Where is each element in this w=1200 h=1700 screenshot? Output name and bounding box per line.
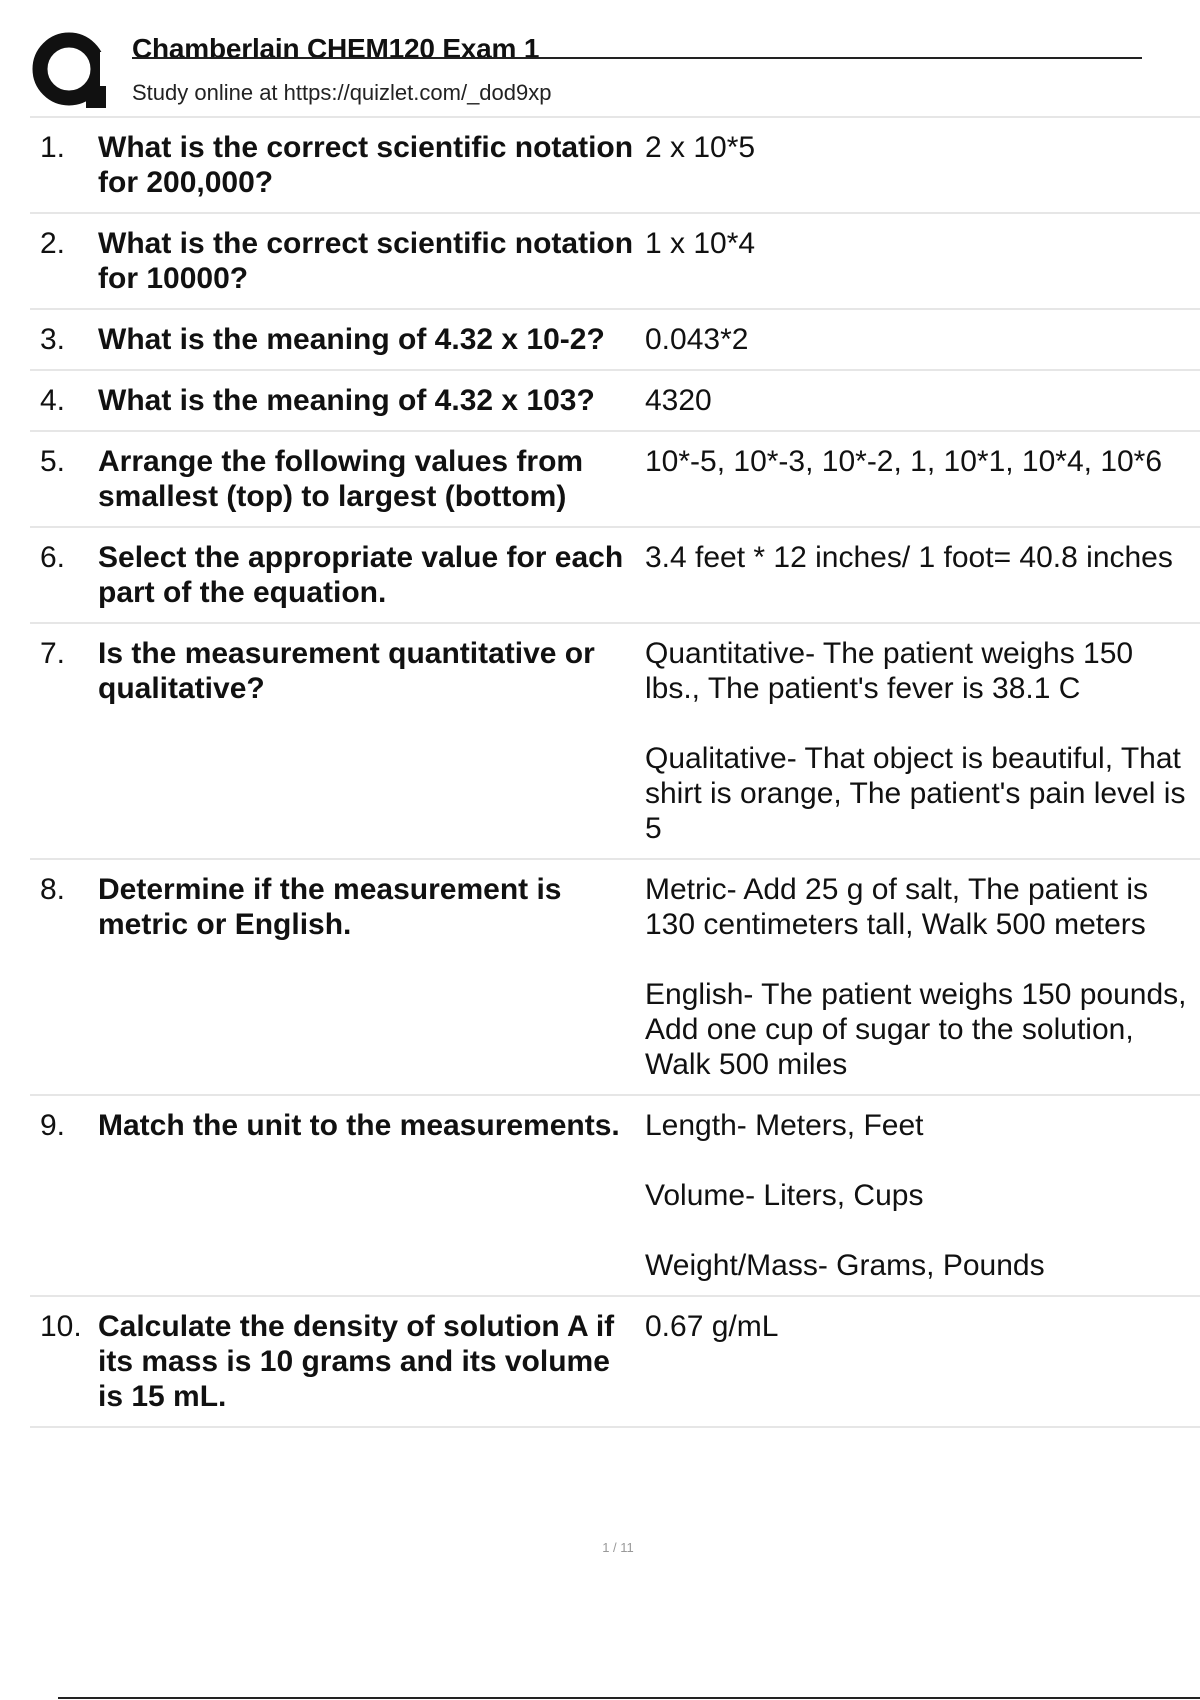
page-header [0, 0, 1200, 118]
card-term: Select the appropriate value for each part of the equation. [98, 541, 624, 609]
definition-paragraph: English- The patient weighs 150 pounds, Add one cup of sugar to the solution, Walk 500 miles [645, 978, 1187, 1081]
card-term: What is the correct scientific notation for 200,000? [98, 131, 634, 199]
definition-paragraph: Length- Meters, Feet [645, 1109, 924, 1142]
document-title: Chamberlain CHEM120 Exam 1 [132, 33, 540, 64]
flashcard-row [30, 528, 1200, 624]
flashcard-row [30, 371, 1200, 432]
card-number: 10. [40, 1310, 82, 1343]
card-term: What is the meaning of 4.32 x 10-2? [98, 323, 605, 356]
card-term: Is the measurement quantitative or qualitative? [98, 637, 595, 705]
definition-paragraph: 0.67 g/mL [645, 1310, 779, 1343]
footer-rule [58, 1697, 1200, 1699]
card-number: 8. [40, 873, 66, 906]
flashcard-row [30, 1096, 1200, 1297]
card-number: 1. [40, 131, 66, 164]
card-term: Determine if the measurement is metric or English. [98, 873, 562, 941]
card-definition [645, 1309, 1200, 1414]
card-definition [645, 540, 1200, 610]
card-number: 9. [40, 1109, 66, 1142]
card-number: 6. [40, 541, 66, 574]
definition-paragraph: 3.4 feet * 12 inches/ 1 foot= 40.8 inches [645, 541, 1173, 574]
study-online-link[interactable]: Study online at https://quizlet.com/_dod9xp [132, 80, 552, 105]
card-number: 4. [40, 384, 66, 417]
card-term: What is the meaning of 4.32 x 103? [98, 384, 595, 417]
definition-paragraph: Qualitative- That object is beautiful, That shirt is orange, The patient's pain level is 5 [645, 742, 1186, 845]
flashcard-list [30, 116, 1200, 1428]
definition-paragraph: Weight/Mass- Grams, Pounds [645, 1249, 1045, 1282]
card-definition [645, 226, 1200, 296]
flashcard-row [30, 860, 1200, 1096]
definition-paragraph: Quantitative- The patient weighs 150 lbs., The patient's fever is 38.1 C [645, 637, 1134, 705]
definition-paragraph: Metric- Add 25 g of salt, The patient is 130 centimeters tall, Walk 500 meters [645, 873, 1149, 941]
flashcard-row [30, 1297, 1200, 1428]
page-number: 1 / 11 [602, 1540, 634, 1555]
flashcard-row [30, 432, 1200, 528]
flashcard-row [30, 624, 1200, 860]
flashcard-row [30, 214, 1200, 310]
flashcard-row [30, 118, 1200, 214]
card-term: What is the correct scientific notation for 10000? [98, 227, 634, 295]
card-term: Match the unit to the measurements. [98, 1109, 620, 1142]
title-rule [132, 57, 1142, 59]
card-number: 7. [40, 637, 66, 670]
card-definition [645, 1108, 1200, 1283]
card-definition [645, 383, 1200, 418]
card-definition [645, 444, 1200, 514]
definition-paragraph: 2 x 10*5 [645, 131, 756, 164]
definition-paragraph: 1 x 10*4 [645, 227, 756, 260]
card-definition [645, 636, 1200, 846]
card-definition [645, 322, 1200, 357]
card-number: 5. [40, 445, 66, 478]
quizlet-logo-icon [32, 32, 112, 112]
card-term: Calculate the density of solution A if its mass is 10 grams and its volume is 15 mL. [98, 1310, 615, 1413]
definition-paragraph: Volume- Liters, Cups [645, 1179, 924, 1212]
definition-paragraph: 0.043*2 [645, 323, 749, 356]
flashcard-row [30, 310, 1200, 371]
card-number: 3. [40, 323, 66, 356]
card-definition [645, 872, 1200, 1082]
definition-paragraph: 10*-5, 10*-3, 10*-2, 1, 10*1, 10*4, 10*6 [645, 445, 1163, 478]
card-number: 2. [40, 227, 66, 260]
card-term: Arrange the following values from smallest (top) to largest (bottom) [98, 445, 584, 513]
definition-paragraph: 4320 [645, 384, 712, 417]
card-definition [645, 130, 1200, 200]
